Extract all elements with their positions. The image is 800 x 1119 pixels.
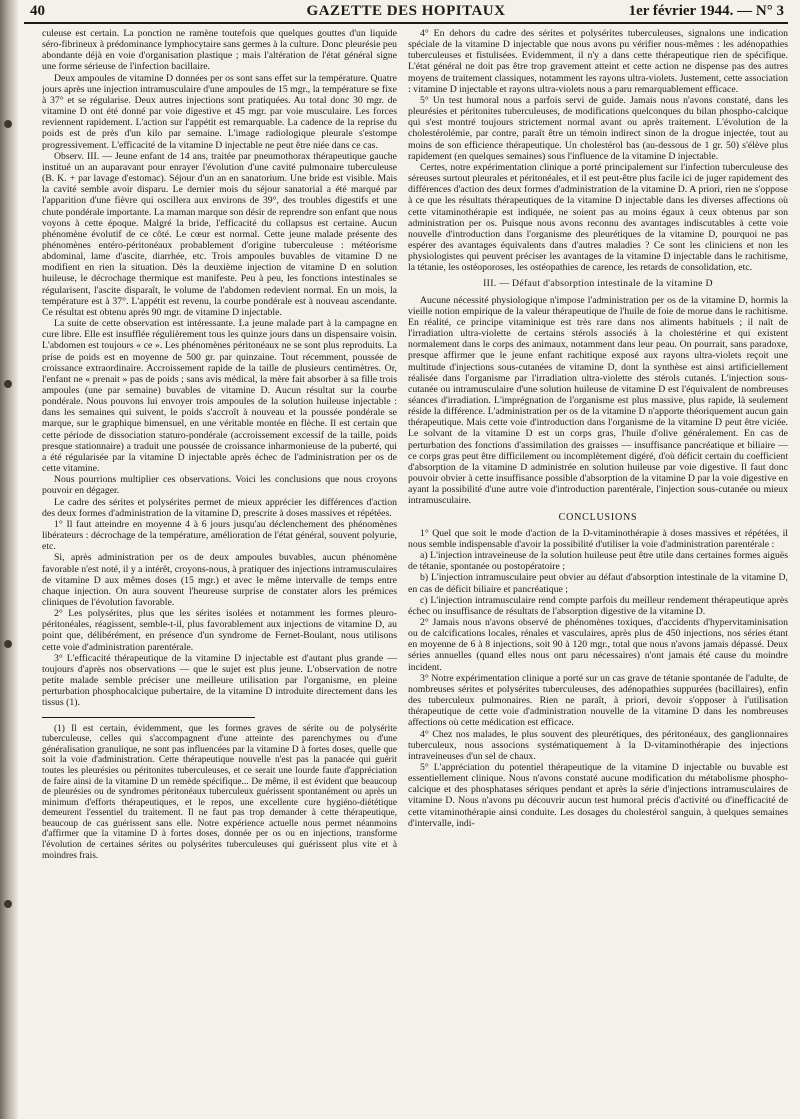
conclusion-item: 4° Chez nos malades, le plus souvent des pleurétiques, des péritonéaux, des ganglionnaires tuberculeux, nous associons systématiquement à la D-vitaminothérapie des injections intraveineuses d'un sel de chaux. [408, 728, 788, 762]
paragraph: La suite de cette observation est intéressante. La jeune malade part à la campagne en cure libre. Elle est insufflée régulièrement tous les quinze jours dans un dispensaire voisin. L'abdomen est toujours « ce ». Les phénomènes péritonéaux ne se sont plus reproduits. La prise de poids est en moyenne de 500 gr. par quinzaine. Tout récemment, poussée de croissance extraordinaire. Accroissement rapide de la taille de plusieurs centimètres. Or, l'enfant ne « prenait » pas de poids ; sans avis médical, la mère fait absorber à sa fille trois ampoules (une par semaine) buvables de vitamine D. Aucun résultat sur la courbe pondérale. Nous pouvons lui envoyer trois ampoules de la solution huileuse injectable : dans les semaines qui suivent, le poids s'accroît à nouveau et la poussée pondérale se marque, sur le graphique bimensuel, en une véritable montée en flèche. Il est certain que cette période de dissociation staturo-pondérale (accroissement excessif de la taille, poids presque stationnaire) a traduit une poussée de croissance inharmonieuse de la puberté, qui a été régularisée par la vitamine D injectable après échec de l'administration per os de cette vitamine. [42, 318, 397, 475]
binding-hole [4, 120, 12, 128]
paragraph: Observ. III. — Jeune enfant de 14 ans, traitée par pneumothorax thérapeutique gauche institué un an auparavant pour enrayer l'évolution d'une cavité pulmonaire tuberculeuse (B. K. + par lavage d'estomac). Séjour d'un an en sanatorium. Une bride est visible. Mais la cavité semble avoir disparu. Le dernier mois du séjour sanatorial a été marqué par l'apparition d'une fièvre qui oscillera aux environs de 39°, des troubles digestifs et une chute pondérale importante. La maman marque son désir de reprendre son enfant que nous voyons à cette époque. Malgré la bride, l'efficacité du collapsus est certaine. Aucun phénomène évolutif de ce côté. Le cœur est normal. Cette jeune malade présente des phénomènes entéro-péritonéaux probablement d'origine tuberculeuse : météorisme abdominal, lame d'ascite, diarrhée, etc. Trois ampoules buvables de vitamine D ne modifient en rien la situation. Dès la deuxième injection de vitamine D en solution huileuse, le décrochage thermique est manifeste. Peu à peu, les fonctions intestinales se régularisent, l'ascite disparaît, le volume de l'abdomen redevient normal. En un mois, la température est à 37°. L'appétit est revenu, la courbe pondérale est à nouveau ascendante. Ce résultat est obtenu après 90 mgr. de vitamine D injectable. [42, 150, 397, 318]
conclusion-item: 1° Quel que soit le mode d'action de la D-vitaminothérapie à doses massives et répétées, il nous semble indispensable d'avoir la possibilité d'utiliser la voie d'administration parentérale : [408, 527, 788, 550]
binding-hole [4, 380, 12, 388]
binding-hole [4, 640, 12, 648]
right-column [408, 28, 788, 1115]
conclusion-item: b) L'injection intramusculaire peut obvier au défaut d'absorption intestinale de la vitamine D, en cas de déficit biliaire et pancréatique ; [408, 572, 788, 595]
paragraph: Aucune nécessité physiologique n'impose l'administration per os de la vitamine D, hormis la vieille notion empirique de la valeur thérapeutique de l'huile de foie de morue dans le rachitisme. En réalité, ce principe vitaminique est très rare dans nos aliments habituels ; il naît de l'irradiation ultra-violette de certains stérols associés à la cholestérine et qui existent normalement dans le corps des animaux, notamment dans leur peau. On pourrait, sans paradoxe, presque affirmer que le jeune enfant rachitique exposé aux rayons ultra-violets reçoit une multitude d'injections sous-cutanées de vitamine D, dont la synthèse est ainsi artificiellement réalisée dans l'organisme par l'irradiation ultra-violette des stérols cutanés. L'injection sous-cutanée ou intramusculaire d'une solution huileuse de vitamine D est l'équivalent de nombreuses séances d'irradiation. L'imprégnation de l'organisme est plus massive, plus rapide, là seulement réside la différence. L'administration per os de la vitamine D n'apporte théoriquement aucun gain thérapeutique. Mais cette voie d'introduction dans l'organisme de la vitamine D peut être viciée. Le solvant de la vitamine D est un corps gras, l'huile d'olive généralement. En cas de perturbation des fonctions d'assimilation des graisses — insuffisance pancréatique et biliaire — ce corps gras peut être difficilement ou incomplètement digéré, d'où déficit certain du coefficient d'absorption de la vitamine D administrée en solution huileuse par voie digestive. Il faut donc pouvoir obvier à cette insuffisance possible d'absorption de la vitamine D par la voie digestive en ayant la possibilité d'une autre voie d'introduction parentérale, l'injection sous-cutanée ou mieux intramusculaire. [408, 294, 788, 507]
conclusions-heading: CONCLUSIONS [558, 511, 638, 523]
paragraph: 1° Il faut atteindre en moyenne 4 à 6 jours jusqu'au déclenchement des phénomènes libérateurs : décrochage de la température, amélioration de l'état général, souvent polyurie, etc. [42, 518, 397, 553]
paragraph: culeuse est certain. La ponction ne ramène toutefois que quelques gouttes d'un liquide séro-fibrineux à prédominance lymphocytaire sans germes à la culture. Donc pleurésie peu abondante déjà en voie d'organisation plastique ; mais l'altération de l'état général signe une forme sérieuse de l'infection bacillaire. [42, 28, 397, 73]
binding-hole [4, 900, 12, 908]
footnote: (1) Il est certain, évidemment, que les formes graves de sérite ou de polysérite tuberculeuse, celles qui s'accompagnent d'une atteinte des parenchymes ou d'une généralisation granulique, ne sont pas influencées par la vitamine D à fortes doses, quelle que soit la voie d'administration. Cette thérapeutique nouvelle n'est pas la panacée qui guérit toutes les pleurésies ou péritonites tuberculeuses, et ce serait une lourde faute d'appréciation de faire ainsi de la vitamine D un remède spécifique... De même, il est évident que beaucoup de pleurésies ou de syndromes péritonéaux tuberculeux guérissent spontanément ou après un minimum d'efforts thérapeutiques, et le repos, une excellente cure hygiéno-diététique demeurent l'essentiel du traitement. Il ne faut pas trop demander à cette thérapeutique, beaucoup de cas guérissent sans elle. Notre expérience actuelle nous permet néanmoins d'affirmer que la vitamine D à fortes doses, donnée per os ou en injections, transforme l'évolution de certaines sérites ou polysérites tuberculeuses qui guérissent plus vite et à moindres frais. [42, 723, 397, 861]
binding-edge [0, 0, 18, 1119]
conclusion-item: 3° Notre expérimentation clinique a porté sur un cas grave de tétanie spontanée de l'adulte, de nombreuses sérites et polysérites tuberculeuses, des adénopathies suppurées (bacillaires), enfin des tuberculeux pulmonaires. Rien ne paraît, à priori, devoir s'opposer à l'utilisation thérapeutique de cette voie d'administration nouvelle de la vitamine D dans les nombreuses affections où cette médication est efficace. [408, 672, 788, 729]
paragraph: Nous pourrions multiplier ces observations. Voici les conclusions que nous croyons pouvoir en dégager. [42, 474, 397, 497]
conclusion-item: c) L'injection intramusculaire rend compte parfois du meilleur rendement thérapeutique après échec ou insuffisance de résultats de l'absorption digestive de la vitamine D. [408, 594, 788, 617]
issue-date: 1er février 1944. — N° 3 [628, 3, 784, 19]
paragraph: 4° En dehors du cadre des sérites et polysérites tuberculeuses, signalons une indication spéciale de la vitamine D injectable que nous avons pu vérifier nous-mêmes : les adénopathies tuberculeuses et fistulisées. Evidemment, il n'y a dans cette thérapeutique rien de spécifique. L'état général ne doit pas être trop gravement atteint et cette action ne dispense pas des autres moyens de traitement classiques, notamment les rayons ultra-violets. Justement, cette association : vitamine D injectable et rayons ultra-violets nous a paru remarquablement efficace. [408, 28, 788, 95]
left-column [42, 28, 397, 1115]
section-heading: III. — Défaut d'absorption intestinale de la vitamine D [483, 278, 713, 290]
paragraph: Certes, notre expérimentation clinique a porté principalement sur l'infection tuberculeuse des séreuses surtout pleurales et péritonéales, et il est peut-être plus facile ici de juger rapidement des différences d'action des deux formes d'administration de la vitamine D. A priori, rien ne s'oppose à ce que les résultats thérapeutiques de la vitamine D injectable dans les diverses affections où cette vitaminothérapie est indiquée, ne soient pas au moins égaux à ceux obtenus par son administration per os. Puisque nous avons reconnu des avantages indiscutables à cette voie nouvelle d'introduction dans l'organisme des pleurétiques de la vitamine D, pourquoi ne pas espérer des avantages équivalents dans d'autres maladies ? Ce sont les cliniciens et non les physiologistes qui peuvent préciser les avantages de la vitamine D injectable dans le rachitisme, la tétanie, les ostéoporoses, les ostéopathies de carence, les retards de consolidation, etc. [408, 161, 788, 274]
paragraph: 5° Un test humoral nous a parfois servi de guide. Jamais nous n'avons constaté, dans les pleurésies et péritonites tuberculeuses, de modifications quelconques du bilan phospho-calcique qui s'est montré toujours strictement normal avant ou après traitement. L'évolution de la cholestérolémie, par contre, paraît être un témoin indirect sinon de la drogue injectée, tout au moins de son efficience thérapeutique. Un cholestérol bas (au-dessous de 1 gr. 50) s'élève plus rapidement (en quelques semaines) sous l'influence de la vitamine D injectable. [408, 94, 788, 162]
paragraph: 2° Les polysérites, plus que les sérites isolées et notamment les formes pleuro-péritonéales, réagissent, semble-t-il, plus favorablement aux injections de vitamine D, au point que, délibérément, en présence d'un syndrome de Fernet-Boulant, nous utilisons cette voie d'administration parentérale. [42, 608, 397, 653]
paragraph: Le cadre des sérites et polysérites permet de mieux apprécier les différences d'action des deux formes d'administration de la vitamine D, prescrite à doses massives et répétées. [42, 496, 397, 519]
paragraph: Deux ampoules de vitamine D données per os sont sans effet sur la température. Quatre jours après une injection intramusculaire d'une ampoules de 15 mgr., la température se fixe à 37° et se régularise. Deux autres injections sont pratiquées. Au total donc 30 mgr. de vitamine D ont été donné par voie digestive et 45 mgr. par voie musculaire. Les forces reviennent rapidement. L'action sur l'appétit est remarquable. La cadence de la reprise du poids est de près d'un kilo par semaine. L'image radiologique pleurale s'estompe progressivement. L'efficacité de la vitamine D injectable ne peut être niée dans ce cas. [42, 72, 397, 151]
conclusion-item: 5° L'appréciation du potentiel thérapeutique de la vitamine D injectable ou buvable est essentiellement clinique. Nous n'avons constaté aucune modification du métabolisme phospho-calcique et des phosphatases sériques pendant et après la série d'injections intramusculaires de vitamine D. Nous n'avons pu découvrir aucun test humoral précis d'activité ou d'inefficacité de cette vitaminothérapie ainsi conduite. Les dosages du cholestérol sanguin, à quelques semaines d'intervalle, indi- [408, 762, 788, 829]
journal-title: GAZETTE DES HOPITAUX [306, 3, 506, 19]
page-header [24, 0, 788, 24]
paragraph: 3° L'efficacité thérapeutique de la vitamine D injectable est d'autant plus grande — toujours d'après nos observations — que le sujet est plus jeune. L'observation de notre petite malade semble préciser une meilleure utilisation par l'organisme, en pleine perturbation phosphocalcique pubertaire, de la vitamine D introduite directement dans les tissus (1). [42, 652, 397, 709]
paragraph: Si, après administration per os de deux ampoules buvables, aucun phénomène favorable n'est noté, il y a intérêt, croyons-nous, à pratiquer des injections intramusculaires de vitamine D aux mêmes doses (15 mgr.) et avec le même intervalle de temps entre chaque injection. On aura souvent l'heureuse surprise de constater alors les prémices cliniques de l'évolution favorable. [42, 552, 397, 608]
conclusion-item: a) L'injection intraveineuse de la solution huileuse peut être utile dans certaines formes aiguës de tétanie, spontanée ou postopératoire ; [408, 550, 788, 573]
page-number: 40 [30, 3, 45, 19]
footnote-divider [42, 717, 255, 718]
conclusion-item: 2° Jamais nous n'avons observé de phénomènes toxiques, d'accidents d'hypervitaminisation ou de calcifications locales, rénales et vasculaires, après plus de 450 injections, nos séries étant en moyenne de 6 à 8 injections, soit 90 à 120 mgr., total que nous n'avons jamais dépassé. Deux séries annuelles (quand elles nous ont paru nécessaires) n'ont jamais été cause du moindre incident. [408, 616, 788, 673]
